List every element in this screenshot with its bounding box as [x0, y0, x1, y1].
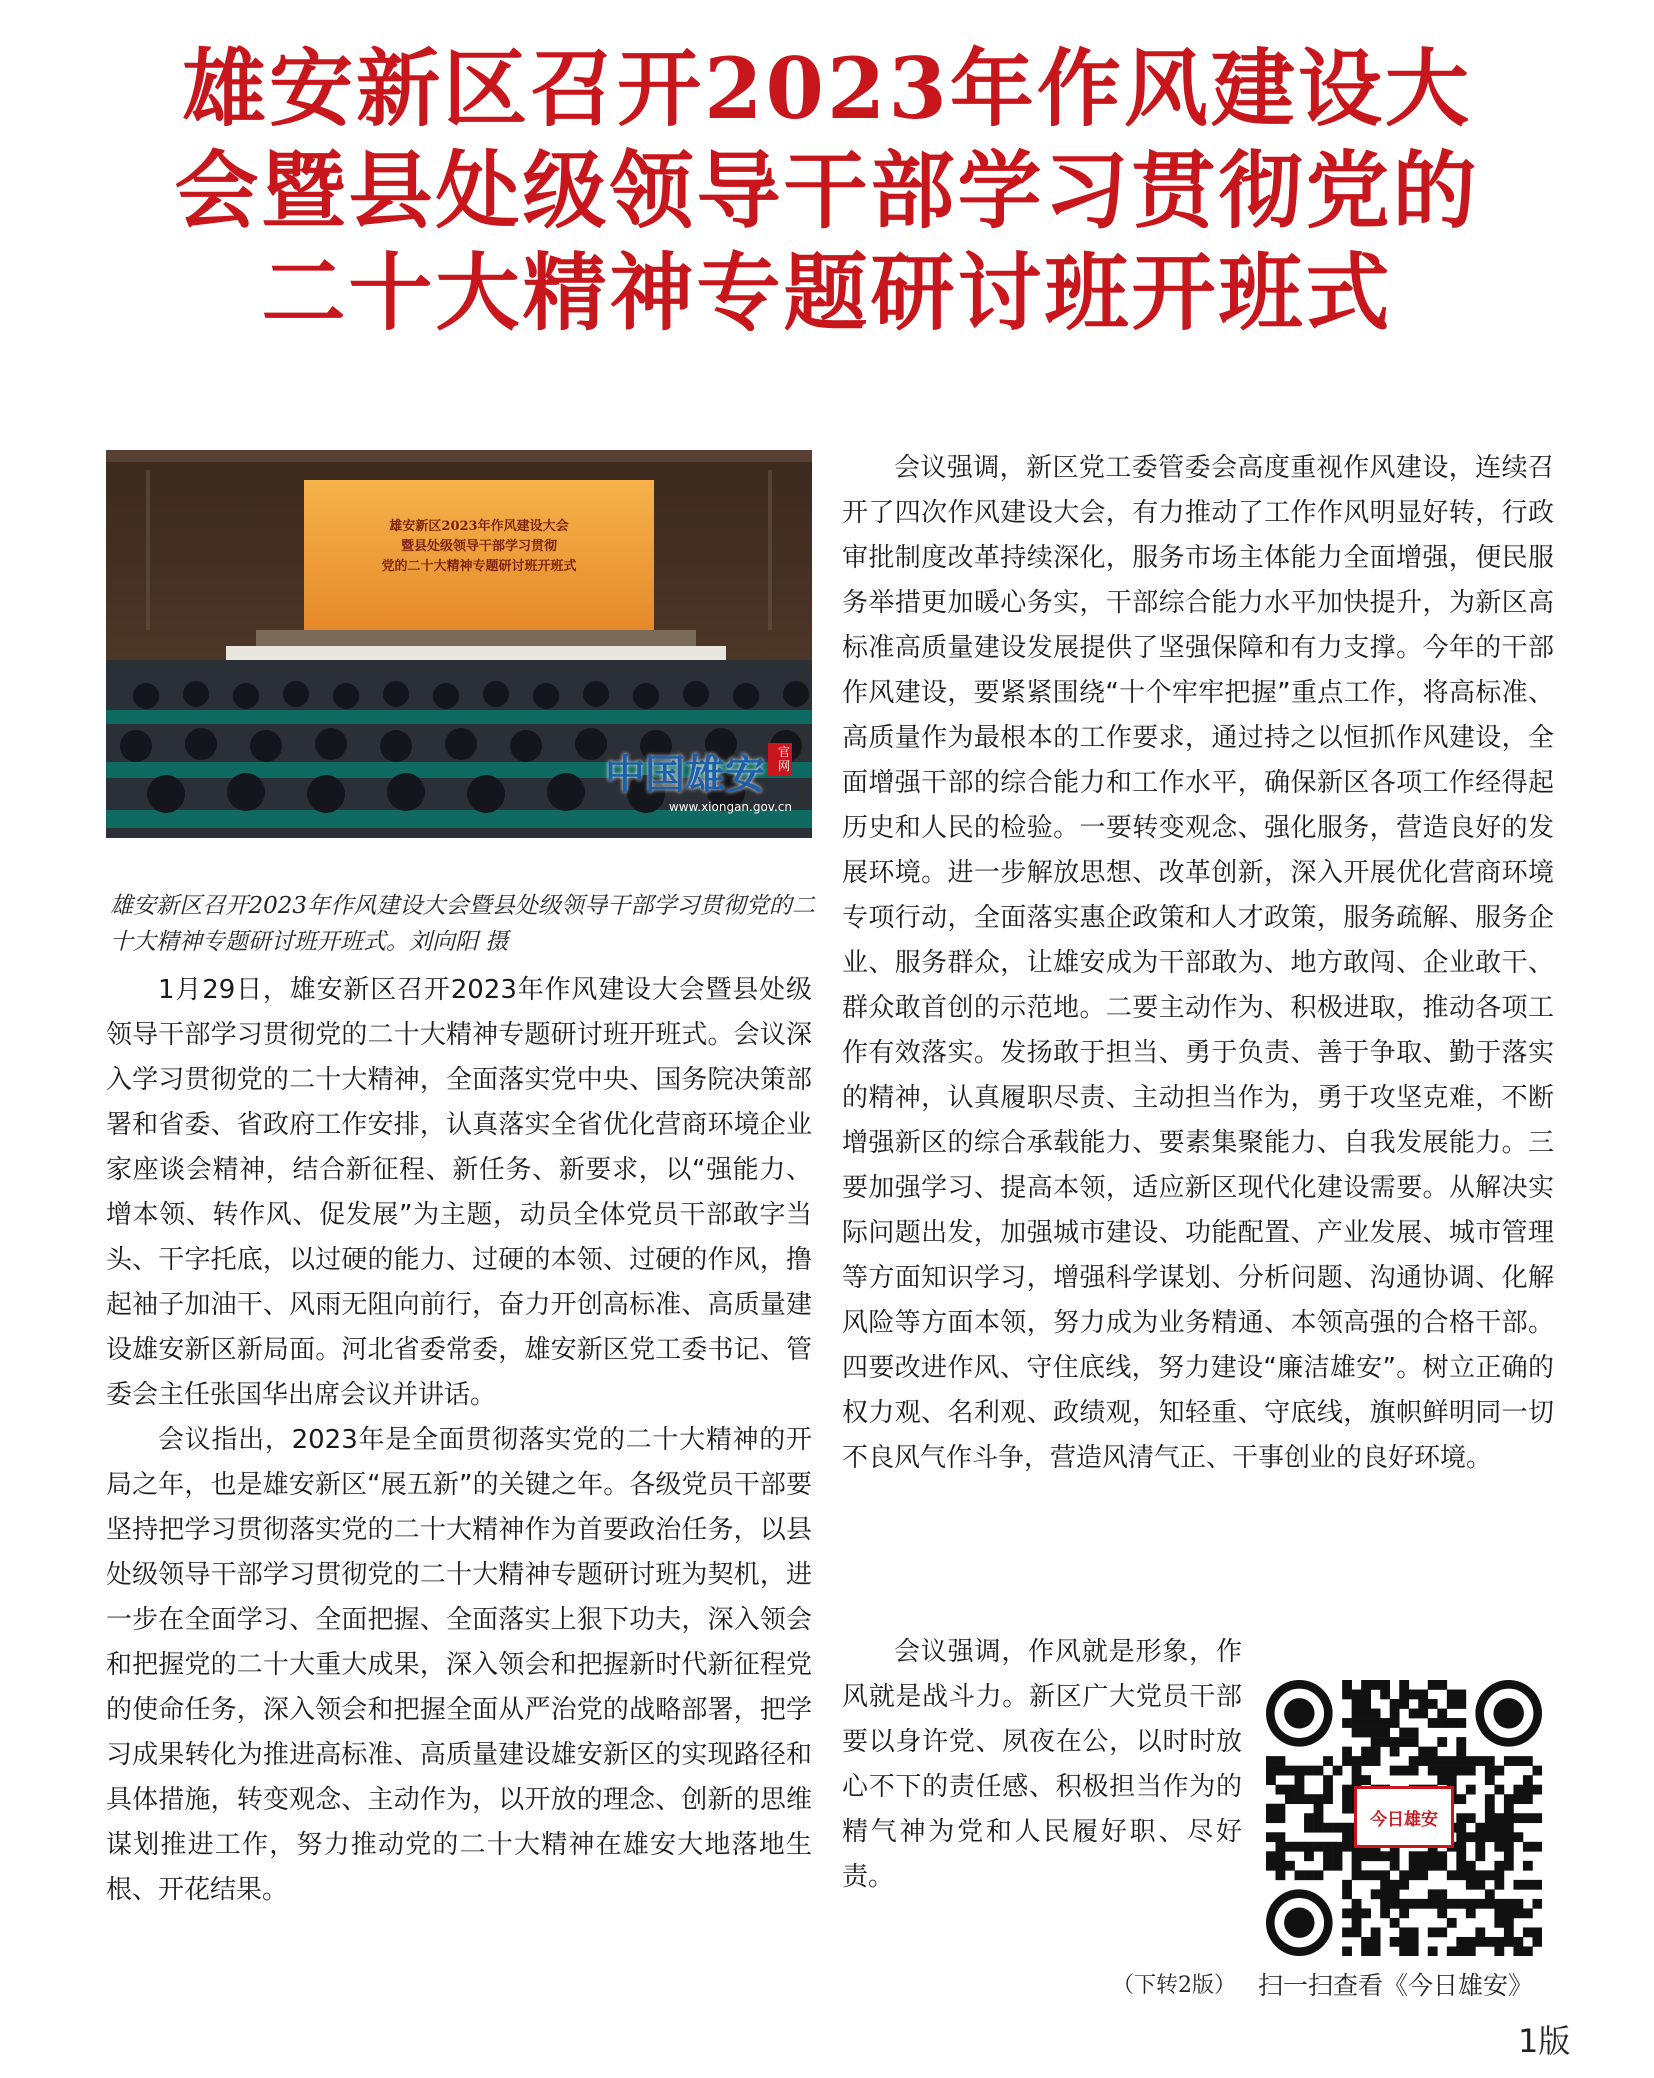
photo-caption: 雄安新区召开2023年作风建设大会暨县处级领导干部学习贯彻党的二十大精神专题研讨班开班式。刘向阳 摄: [110, 893, 815, 955]
projection-screen: [304, 480, 654, 630]
left-paragraph-2: 会议指出，2023年是全面贯彻落实党的二十大精神的开局之年，也是雄安新区“展五新”的关键之年。各级党员干部要坚持把学习贯彻落实党的二十大精神作为首要政治任务，以县处级领导干部学习贯彻党的二十大精神专题研讨班为契机，进一步在全面学习、全面把握、全面落实上狠下功夫，深入领会和把握党的二十大重大成果，深入领会和把握新时代新征程党的使命任务，深入领会和把握全面从严治党的战略部署，把学习成果转化为推进高标准、高质量建设雄安新区的实现路径和具体措施，转变观念、主动作为，以开放的理念、创新的思维谋划推进工作，努力推动党的二十大精神在雄安大地落地生根、开花结果。: [106, 1425, 812, 1905]
screen-title-line-1: 雄安新区2023年作风建设大会: [389, 519, 569, 534]
right-column: [842, 446, 1554, 1481]
photo-watermark: [605, 743, 792, 814]
qr-center-label: 今日雄安: [1354, 1786, 1454, 1848]
left-column: [106, 968, 812, 1913]
left-paragraph-1: 1月29日，雄安新区召开2023年作风建设大会暨县处级领导干部学习贯彻党的二十大精神专题研讨班开班式。会议深入学习贯彻党的二十大精神，全面落实党中央、国务院决策部署和省委、省政府工作安排，认真落实全省优化营商环境企业家座谈会精神，结合新征程、新任务、新要求，以“强能力、增本领、转作风、促发展”为主题，动员全体党员干部敢字当头、干字托底，以过硬的能力、过硬的本领、过硬的作风，撸起袖子加油干、风雨无阻向前行，奋力开创高标准、高质量建设雄安新区新局面。河北省委常委，雄安新区党工委书记、管委会主任张国华出席会议并讲话。: [106, 975, 812, 1410]
watermark-logo: 中国雄安: [605, 751, 765, 798]
continued-note: （下转2版）: [1112, 1973, 1236, 1998]
screen-title-line-2: 暨县处级领导干部学习贯彻: [400, 539, 558, 554]
watermark-seal: 官网: [768, 743, 792, 775]
headline-line-1: 雄安新区召开2023年作风建设大: [182, 39, 1472, 138]
headline-line-2: 会暨县处级领导干部学习贯彻党的: [174, 141, 1480, 240]
headline-line-3: 二十大精神专题研讨班开班式: [261, 243, 1393, 342]
screen-title-line-3: 党的二十大精神专题研讨班开班式: [381, 559, 577, 574]
right-paragraph-2: 会议强调，作风就是形象，作风就是战斗力。新区广大党员干部要以身许党、夙夜在公，以时时放心不下的责任感、积极担当作为的精气神为党和人民履好职、尽好责。: [842, 1637, 1242, 1892]
right-column-closing: [842, 1630, 1242, 1900]
watermark-url: www.xiongan.gov.cn: [668, 800, 792, 814]
headline: [60, 38, 1594, 344]
meeting-photo: [106, 450, 812, 838]
qr-caption: 扫一扫查看《今日雄安》: [1258, 1971, 1534, 2000]
qr-code[interactable]: [1266, 1680, 1542, 1956]
page-number: 1版: [1518, 2022, 1571, 2060]
right-paragraph-1: 会议强调，新区党工委管委会高度重视作风建设，连续召开了四次作风建设大会，有力推动了工作作风明显好转，行政审批制度改革持续深化，服务市场主体能力全面增强，便民服务举措更加暖心务实，干部综合能力水平加快提升，为新区高标准高质量建设发展提供了坚强保障和有力支撑。今年的干部作风建设，要紧紧围绕“十个牢牢把握”重点工作，将高标准、高质量作为最根本的工作要求，通过持之以恒抓作风建设，全面增强干部的综合能力和工作水平，确保新区各项工作经得起历史和人民的检验。一要转变观念、强化服务，营造良好的发展环境。进一步解放思想、改革创新，深入开展优化营商环境专项行动，全面落实惠企政策和人才政策，服务疏解、服务企业、服务群众，让雄安成为干部敢为、地方敢闯、企业敢干、群众敢首创的示范地。二要主动作为、积极进取，推动各项工作有效落实。发扬敢于担当、勇于负责、善于争取、勤于落实的精神，认真履职尽责、主动担当作为，勇于攻坚克难，不断增强新区的综合承载能力、要素集聚能力、自我发展能力。三要加强学习、提高本领，适应新区现代化建设需要。从解决实际问题出发，加强城市建设、功能配置、产业发展、城市管理等方面知识学习，增强科学谋划、分析问题、沟通协调、化解风险等方面本领，努力成为业务精通、本领高强的合格干部。四要改进作风、守住底线，努力建设“廉洁雄安”。树立正确的权力观、名利观、政绩观，知轻重、守底线，旗帜鲜明同一切不良风气作斗争，营造风清气正、干事创业的良好环境。: [842, 453, 1554, 1473]
